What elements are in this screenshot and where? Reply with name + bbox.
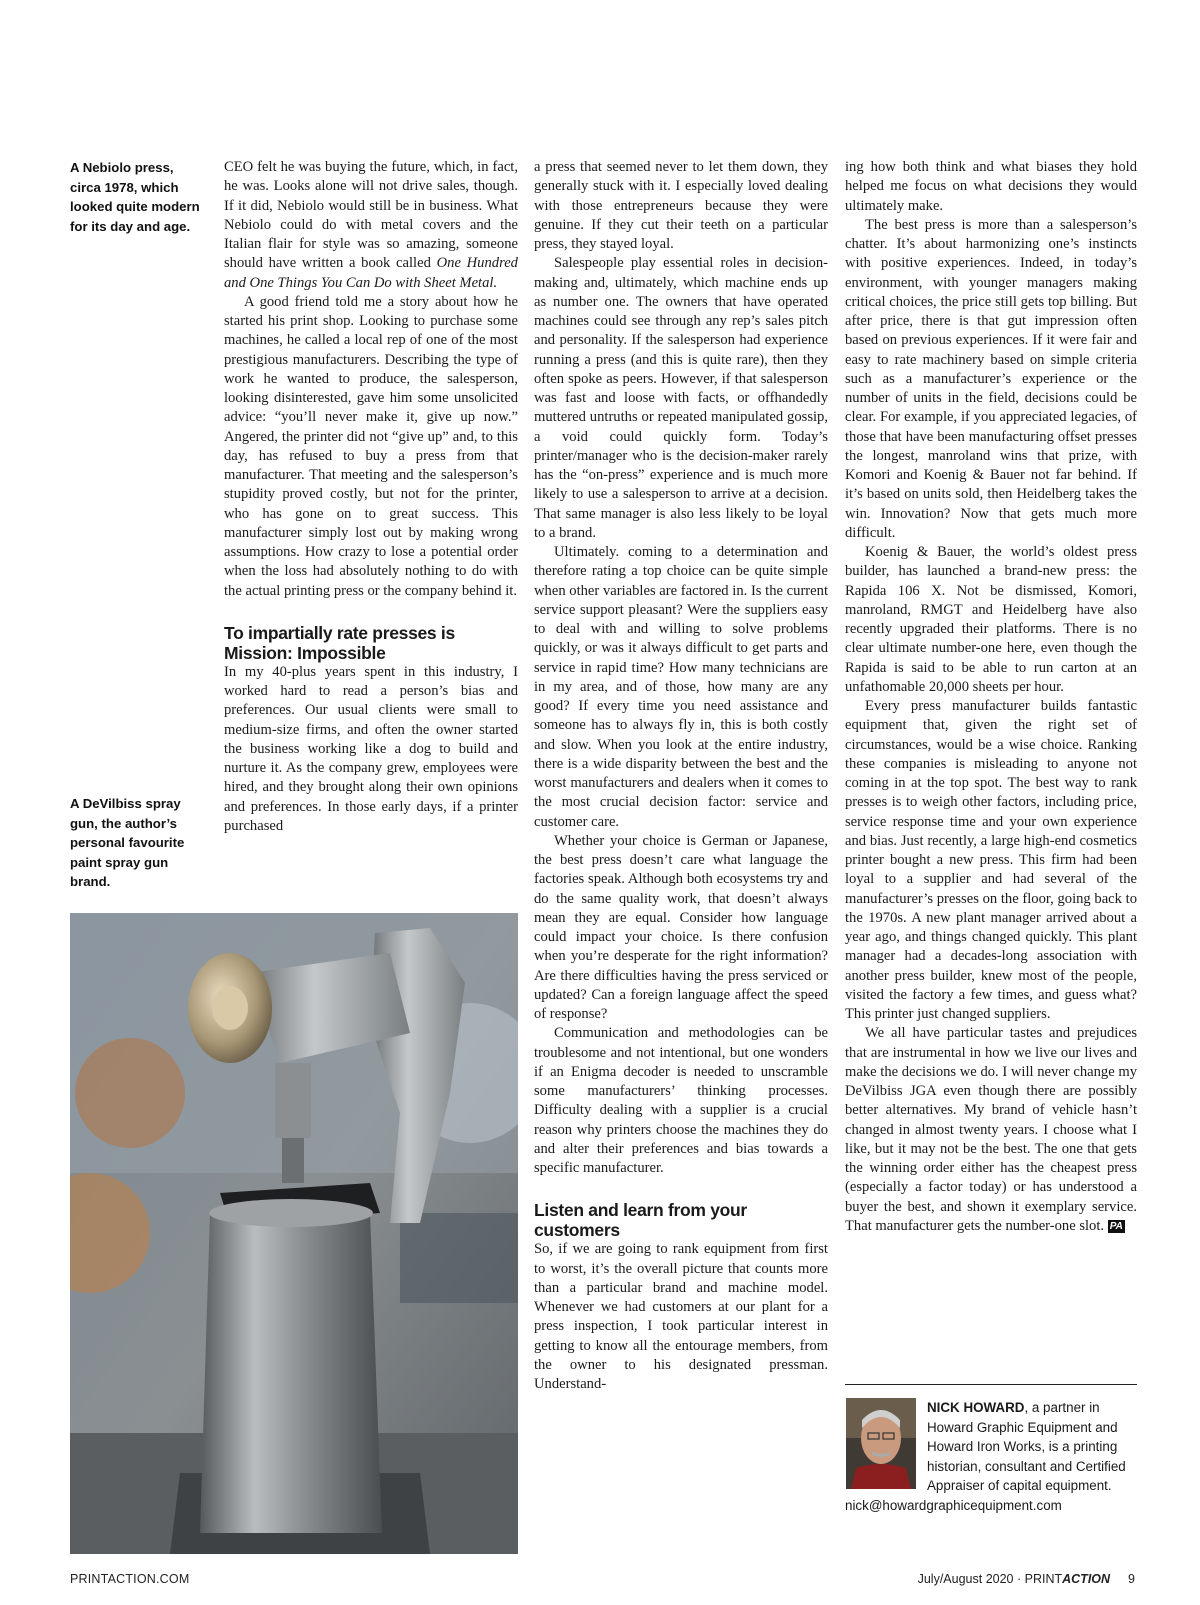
paragraph: a press that seemed never to let them down, they generally stuck with it. I especially loved dealing with those entrepreneurs because they were genuine. If they cut their teeth on a particular press, they stayed loyal. — [534, 159, 828, 252]
end-mark: PA — [1109, 1220, 1123, 1232]
section-heading: Listen and learn from your customers — [534, 1200, 747, 1241]
paragraph: Whether your choice is German or Japanese, the best press doesn’t care what language the factories speak. Although both ecosystems try and do the same quality work, that doesn’t always mean they are equal. Consider how language could impact your choice. Is there confusion when you’re desperate for the right information? Are there difficulties having the press serviced or updated? Can a foreign language affect the speed of response? — [534, 832, 828, 1022]
paragraph: Salespeople play essential roles in decision-making and, ultimately, which machine ends up as number one. The owners that have operated machines could see through any rep’s sales pitch and personality. If the salesperson had experience running a press (and this is quite rare), then they often spoke as peers. However, if that salesperson was fast and loose with facts, or offhandedly muttered untruths or repeated manipulated gossip, a void could quickly form. Today’s printer/manager who is the decision-maker rarely has the “on-press” experience and is much more likely to use a salesperson to arrive at a decision. That same manager is also less likely to be loyal to a brand. — [534, 255, 828, 541]
paragraph: Communication and methodologies can be troublesome and not intentional, but one wonders if an Enigma decoder is needed to unscramble some manufacturers’ thinking processes. Difficulty dealing with a supplier is a crucial reason why printers choose the machines they do and alter their preferences and bias towards a specific manufacturer. — [534, 1025, 828, 1176]
article-column-2 — [534, 158, 828, 1394]
bio-divider — [845, 1384, 1137, 1385]
caption-devilbiss-spray-gun: A DeVilbiss spray gun, the author’s personal favourite paint spray gun brand. — [70, 796, 185, 889]
paragraph: So, if we are going to rank equipment from first to worst, it’s the overall picture that counts more than a particular brand and machine model. Whenever we had customers at our plant for a press inspection, I took particular interest in getting to know all the entourage members, from the owner to his designated pressman. Understand- — [534, 1241, 828, 1392]
author-bio — [845, 1398, 1137, 1515]
paragraph: ing how both think and what biases they hold helped me focus on what decisions they would ultimately make. — [845, 159, 1137, 214]
paragraph: A good friend told me a story about how he started his print shop. Looking to purchase some machines, he called a local rep of one of the most prestigious manufacturers. Describing the type of work he wanted to produce, the salesperson, looking disinterested, gave him some unsolicited advice: “you’ll never make it, give up now.” Angered, the printer did not “give up” and, to this day, has refused to buy a press from that manufacturer. That meeting and the salesperson’s stupidity proved costly, but not for the printer, who has gone on to great success. This manufacturer simply lost out by making wrong assumptions. How crazy to lose a potential order when the loss had absolutely nothing to do with the actual printing press or the company behind it. — [224, 293, 518, 599]
book-title: One Hundred and One Things You Can Do with Sheet Metal. — [224, 255, 518, 291]
article-column-3 — [845, 158, 1137, 1236]
footer-site: PRINTACTION.COM — [70, 1572, 190, 1586]
paragraph: We all have particular tastes and prejudices that are instrumental in how we live our lives and make the decisions we do. I will never change my DeVilbiss JGA even though there are possibly better alternatives. My brand of vehicle hasn’t changed in almost twenty years. I choose what I like, but it may not be the best. The one that gets the winning order either has the cheapest press (especially a factor today) or has understood a buyer the best, and shown it exemplary service. That manufacturer gets the number-one slot. PA — [845, 1025, 1137, 1234]
footer-brand: ACTION — [1062, 1572, 1111, 1586]
spray-gun-photo — [70, 913, 518, 1554]
author-name: NICK HOWARD — [927, 1400, 1025, 1415]
page-number: 9 — [1128, 1572, 1135, 1586]
footer-folio — [918, 1572, 1135, 1586]
headshot-space — [845, 1398, 927, 1494]
paragraph: CEO felt he was buying the future, which, in fact, he was. Looks alone will not drive sales, though. If it did, Nebiolo would still be in business. What Nebiolo could do with metal covers and the Italian flair for style was so amazing, someone should have written a book called One Hundred and One Things You Can Do with Sheet Metal. — [224, 159, 518, 291]
paragraph: The best press is more than a salesperson’s chatter. It’s about harmonizing one’s instincts with positive experiences. Indeed, in today’s environment, with younger managers making critical choices, the price still gets top billing. But after price, there is that gut impression often based on previous experiences. If it were fair and easy to rate machinery based on simple criteria such as a manufacturer’s experience or the number of units in the field, decisions could be clear. For example, if you appreciated legacies, of those that have been manufacturing offset presses the longest, manroland wins that prize, with Komori and Koenig & Bauer not far behind. If it’s based on units sold, then Heidelberg takes the win. Innovation? Now that gets much more difficult. — [845, 216, 1137, 541]
caption-nebiolo-press: A Nebiolo press, circa 1978, which looked quite modern for its day and age. — [70, 160, 200, 234]
author-email: nick@howardgraphicequipment.com — [845, 1497, 1062, 1513]
paragraph: In my 40-plus years spent in this industry, I worked hard to read a person’s bias and preferences. Our usual clients were small to medium-size firms, and often the owner started the business working like a dog to build and nurture it. As the company grew, employees were hired, and they brought along their own opinions and preferences. In those early days, if a printer purchased — [224, 663, 518, 834]
article-column-1 — [224, 158, 518, 836]
section-heading: To impartially rate presses is Mission: Impossible — [224, 622, 455, 663]
paragraph: Ultimately. coming to a determination and therefore rating a top choice can be quite simple when other variables are factored in. Is the current service support pleasant? Were the suppliers easy to deal with and willing to solve problems quickly, or was it always difficult to get parts and service in rapid time? How many technicians are in my area, and of those, how many are any good? If every time you need assistance and someone has to always fly in, this is both costly and slow. When you look at the entire industry, there is a wide disparity between the best and the worst manufacturers and dealers when it comes to the most crucial decision factor: service and customer care. — [534, 544, 828, 830]
paragraph: Every press manufacturer builds fantastic equipment that, given the right set of circumstances, would be a wise choice. Ranking these companies is misleading to anyone not coming in at the top spot. The best way to rank presses is to weigh other factors, including price, service response time and your own experience and bias. Just recently, a large high-end cosmetics printer bought a new press. This firm had been loyal to a supplier and had several of the manufacturer’s presses on the floor, going back to the 1970s. A new plant manager arrived about a year ago, and things changed quickly. This plant manager had a decades-long association with another press builder, knew most of the people, visited the factory a few times, and guess what? This printer just changed suppliers. — [845, 698, 1137, 1022]
paragraph: Koenig & Bauer, the world’s oldest press builder, has launched a brand-new press: the Rapida 106 X. Not be dismissed, Komori, manroland, RMGT and Heidelberg have also recently upgraded their platforms. There is no clear ultimate number-one here, even though the Rapida is said to be able to run carton at an unfathomable 20,000 sheets per hour. — [845, 544, 1137, 695]
footer-issue: July/August 2020 · PRINT — [917, 1572, 1063, 1586]
author-description: , a partner in Howard Graphic Equipment and Howard Iron Works, is a printing historian, consultant and Certified Appraiser of capital equipment. — [927, 1400, 1126, 1493]
